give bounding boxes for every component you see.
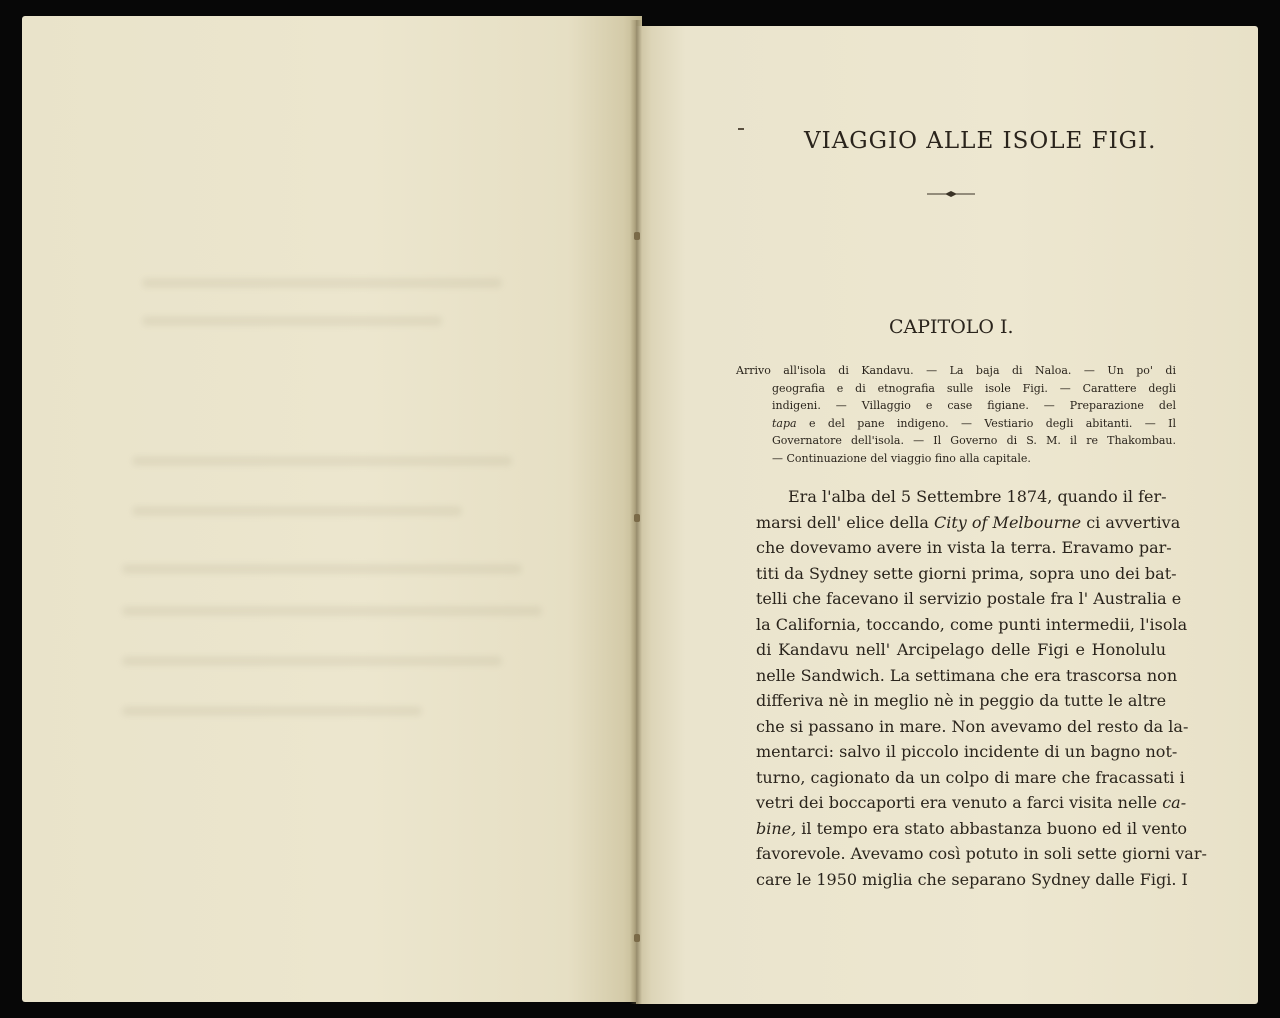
body-line: di Kandavu nell' Arcipelago delle Figi e Honolulu (756, 640, 1166, 659)
body-line: la California, toccando, come punti intermedii, l'isola (756, 614, 1188, 634)
text-segment: e del pane indigeno. — Vestiario degli abitanti. — Il (796, 416, 1176, 430)
print-mark (738, 128, 744, 130)
body-line (756, 816, 1188, 842)
text-segment: il tempo era stato abbastanza buono ed il vento (796, 818, 1188, 838)
show-through-line (132, 456, 512, 466)
body-text (756, 484, 1207, 892)
summary-line (772, 415, 1176, 433)
left-page-blank (22, 16, 642, 1002)
show-through-line (142, 316, 442, 326)
italic-segment: tapa (772, 416, 797, 430)
italic-segment: City of Melbourne (934, 512, 1082, 532)
show-through-line (122, 656, 502, 666)
body-line: che dovevamo avere in vista la terra. Eravamo par- (756, 538, 1172, 557)
text-segment: vetri dei boccaporti era venuto a farci visita nelle (756, 793, 1163, 812)
book-title: VIAGGIO ALLE ISOLE FIGI. (804, 128, 1157, 154)
chapter-heading: CAPITOLO I. (889, 316, 1014, 338)
summary-line: Governatore dell'isola. — Il Governo di S. M. il re Thakombau. (772, 434, 1176, 448)
body-line (756, 790, 1187, 816)
body-line: differiva nè in meglio nè in peggio da tutte le altre (756, 691, 1167, 710)
body-line: favorevole. Avevamo così potuto in soli sette giorni var- (756, 844, 1207, 863)
binding-stitch (634, 934, 640, 942)
italic-segment: ca- (1162, 793, 1187, 812)
body-line (756, 510, 1181, 536)
body-line: turno, cagionato da un colpo di mare che fracassati i (756, 767, 1185, 787)
show-through-line (122, 564, 522, 574)
text-segment: marsi dell' elice della (756, 512, 934, 532)
body-line: care le 1950 miglia che separano Sydney dalle Figi. I (756, 869, 1188, 889)
body-line: mentarci: salvo il piccolo incidente di un bagno not- (756, 742, 1178, 761)
binding-stitch (634, 514, 640, 522)
summary-line: — Continuazione del viaggio fino alla capitale. (772, 451, 1031, 465)
chapter-summary (736, 362, 1176, 468)
show-through-line (122, 706, 422, 716)
show-through-line (132, 506, 462, 516)
italic-segment: bine, (756, 818, 797, 838)
show-through-line (142, 278, 502, 288)
body-line: telli che facevano il servizio postale fra l' Australia e (756, 589, 1182, 608)
body-line: Era l'alba del 5 Settembre 1874, quando il fer- (788, 487, 1167, 506)
summary-line: Arrivo all'isola di Kandavu. — La baja di Naloa. — Un po' di (736, 364, 1176, 377)
summary-line: geografia e di etnografia sulle isole Figi. — Carattere degli (772, 381, 1176, 395)
body-line: titi da Sydney sette giorni prima, sopra uno dei bat- (756, 563, 1177, 583)
binding-stitch (634, 232, 640, 240)
book-gutter (630, 20, 642, 1004)
body-line: che si passano in mare. Non avevamo del resto da la- (756, 716, 1189, 736)
show-through-line (122, 606, 542, 616)
title-ornament-rule (927, 189, 975, 199)
text-segment: ci avvertiva (1081, 512, 1181, 532)
body-line: nelle Sandwich. La settimana che era trascorsa non (756, 665, 1178, 685)
summary-line: indigeni. — Villaggio e case figiane. — Preparazione del (772, 399, 1176, 413)
